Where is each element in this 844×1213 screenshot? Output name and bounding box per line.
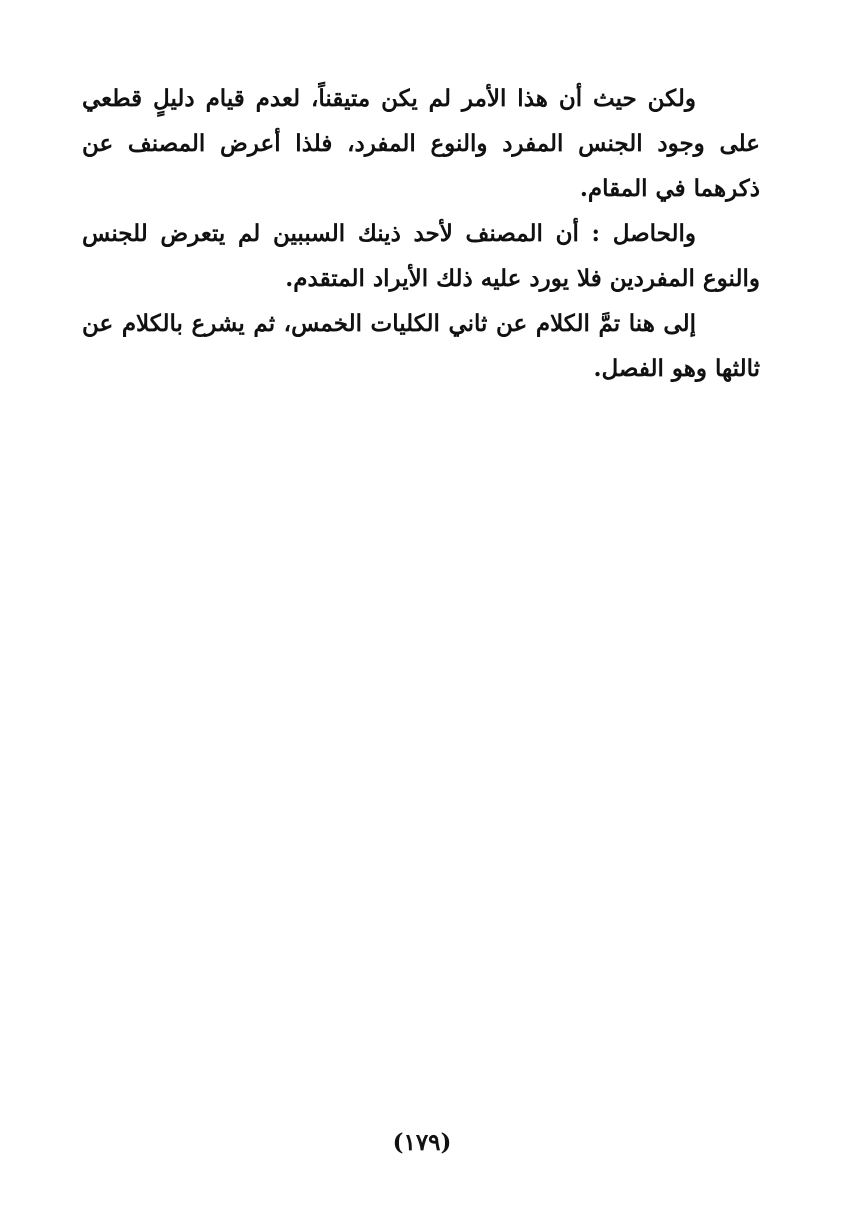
paragraph-2: والحاصل : أن المصنف لأحد ذينك السببين لم يتعرض للجنس والنوع المفردين فلا يورد عليه ذلك الأيراد المتقدم. — [82, 220, 760, 292]
page-number: (١٧٩) — [392, 1129, 452, 1156]
paragraph-3: إلى هنا تمَّ الكلام عن ثاني الكليات الخمس، ثم يشرع بالكلام عن ثالثها وهو الفصل. — [82, 310, 760, 382]
body-text — [82, 76, 760, 391]
paragraph-1: ولكن حيث أن هذا الأمر لم يكن متيقناً، لعدم قيام دليلٍ قطعي على وجود الجنس المفرد والنوع المفرد، فلذا أعرض المصنف عن ذكرهما في المقام. — [82, 85, 760, 202]
